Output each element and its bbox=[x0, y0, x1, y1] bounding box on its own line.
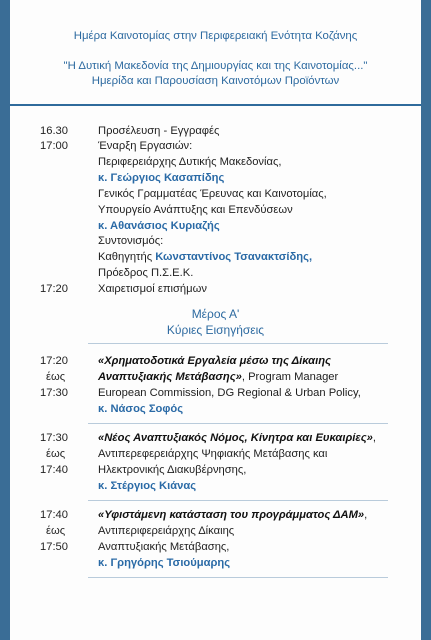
agenda-text: Υπουργείο Ανάπτυξης και Επενδύσεων bbox=[98, 204, 293, 216]
speaker-name: κ. Γρηγόρης Τσιούμαρης bbox=[98, 557, 231, 569]
speaker-name: κ. Νάσος Σοφός bbox=[98, 403, 184, 415]
talk-role: Ηλεκτρονικής Διακυβέρνησης, bbox=[98, 464, 247, 476]
agenda-time: 17:20 bbox=[40, 283, 68, 295]
section-subtitle: Κύριες Εισηγήσεις bbox=[166, 323, 265, 337]
talk-line bbox=[98, 370, 413, 385]
talk-divider bbox=[88, 423, 388, 424]
talk-time-sep: έως bbox=[46, 371, 66, 383]
talk-role: Αντιπεριφερειάρχης Δίκαιης bbox=[98, 525, 235, 537]
agenda-text: Έναρξη Εργασιών: bbox=[98, 140, 193, 152]
agenda-line bbox=[98, 250, 413, 265]
talk-title: «Υφιστάμενη κατάσταση του προγράμματος ΔΑΜ» bbox=[98, 509, 365, 521]
right-border-bar bbox=[421, 0, 431, 640]
speaker-name: κ. Γεώργιος Κασαπίδης bbox=[98, 172, 225, 184]
agenda-time: 17:00 bbox=[40, 140, 68, 152]
talk-title: «Νέος Αναπτυξιακός Νόμος, Κίνητρα και Ευκαιρίες» bbox=[98, 432, 373, 444]
talk-divider bbox=[88, 577, 388, 578]
talk-time-start: 17:20 bbox=[40, 355, 68, 367]
left-border-bar bbox=[0, 0, 10, 640]
section-title: Μέρος Α' bbox=[191, 307, 240, 321]
talk-title: Αναπτυξιακής Μετάβασης» bbox=[98, 371, 242, 383]
speaker-name: κ. Αθανάσιος Κυριαζής bbox=[98, 220, 220, 232]
event-subtitle: Ημερίδα και Παρουσίαση Καινοτόμων Προϊόντων bbox=[91, 75, 340, 87]
talk-title-tail: , bbox=[372, 432, 376, 444]
talk-role: , Program Manager bbox=[241, 371, 339, 383]
talk-time-end: 17:50 bbox=[40, 541, 68, 553]
agenda-text: Προσέλευση - Εγγραφές bbox=[98, 125, 220, 137]
talk-time-end: 17:40 bbox=[40, 464, 68, 476]
event-subtitle-quote: "Η Δυτική Μακεδονία της Δημιουργίας και της Καινοτομίας..." bbox=[63, 60, 368, 72]
talk-role: European Commission, DG Regional & Urban Policy, bbox=[98, 387, 361, 399]
talk-time-sep: έως bbox=[46, 525, 66, 537]
event-title: Ημέρα Καινοτομίας στην Περιφερειακή Ενότητα Κοζάνης bbox=[73, 30, 358, 42]
program-page bbox=[10, 0, 421, 640]
talk-role: Αντιπερεφερειάρχης Ψηφιακής Μετάβασης και bbox=[98, 448, 328, 460]
talk-line bbox=[98, 508, 413, 523]
agenda-text: Γενικός Γραμματέας Έρευνας και Καινοτομίας, bbox=[98, 188, 327, 200]
section-divider bbox=[88, 343, 388, 344]
agenda-time: 16.30 bbox=[40, 125, 68, 137]
talk-title: «Χρηματοδοτικά Εργαλεία μέσω της Δίκαιης bbox=[98, 355, 331, 367]
talk-line bbox=[98, 431, 413, 446]
agenda-text: Χαιρετισμοί επισήμων bbox=[98, 283, 207, 295]
header-divider bbox=[10, 104, 421, 106]
talk-time-start: 17:30 bbox=[40, 432, 68, 444]
agenda-text: Καθηγητής bbox=[98, 251, 156, 263]
talk-time-sep: έως bbox=[46, 448, 66, 460]
agenda-text: Συντονισμός: bbox=[98, 235, 164, 247]
talk-divider bbox=[88, 500, 388, 501]
agenda-text: Περιφερειάρχης Δυτικής Μακεδονίας, bbox=[98, 156, 282, 168]
talk-role: Αναπτυξιακής Μετάβασης, bbox=[98, 541, 230, 553]
speaker-name: Κωνσταντίνος Τσανακτσίδης, bbox=[155, 251, 313, 263]
agenda-text: Πρόεδρος Π.Σ.Ε.Κ. bbox=[98, 267, 194, 279]
talk-time-end: 17:30 bbox=[40, 387, 68, 399]
talk-title-tail: , bbox=[364, 509, 368, 521]
speaker-name: κ. Στέργιος Κιάνας bbox=[98, 480, 197, 492]
talk-time-start: 17:40 bbox=[40, 509, 68, 521]
